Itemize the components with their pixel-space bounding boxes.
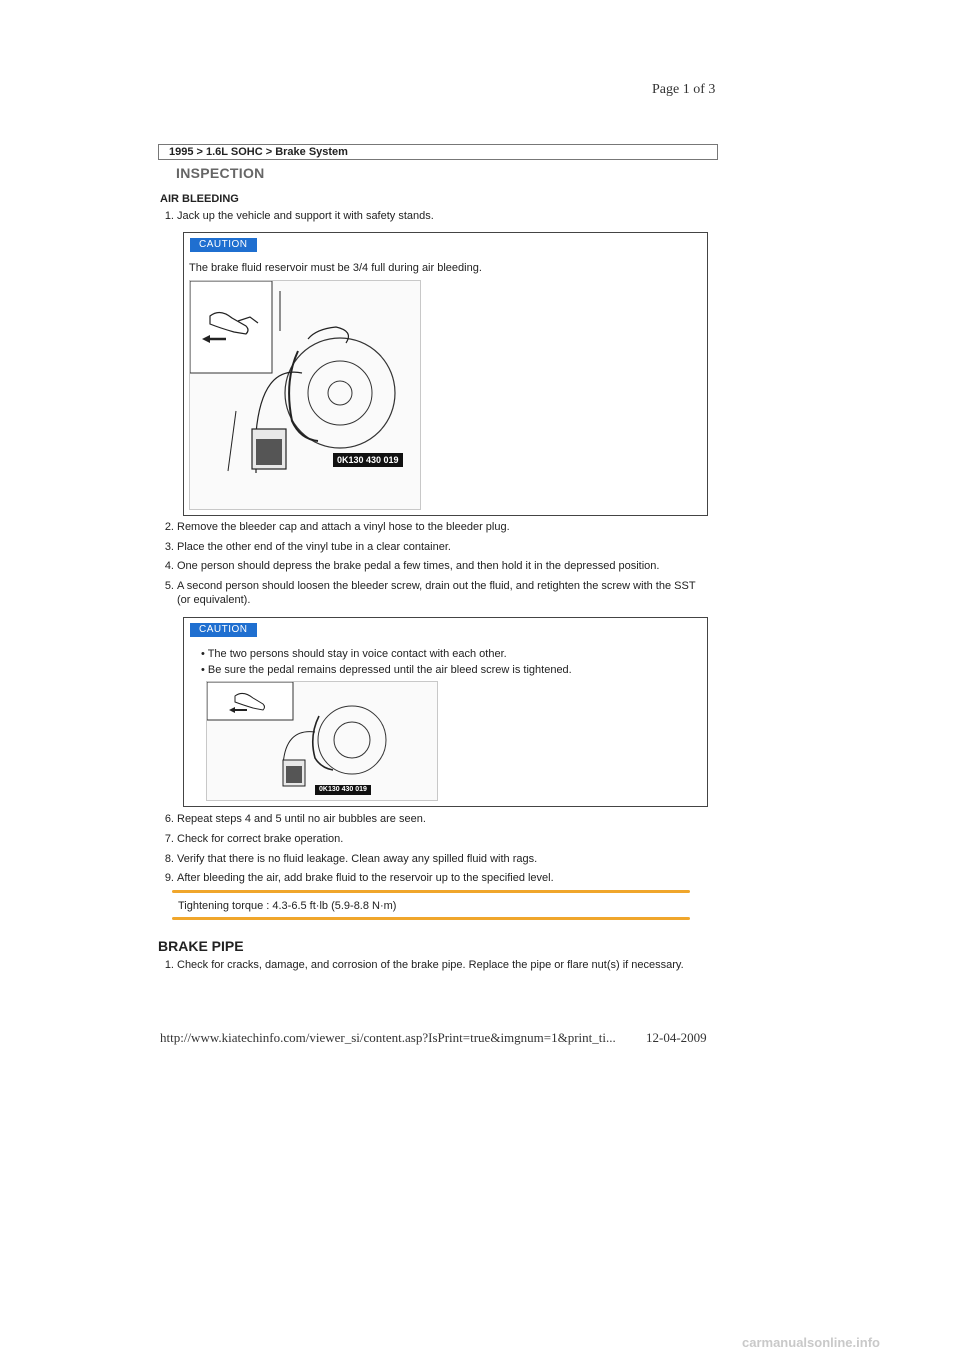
caution-box [183,617,708,807]
list-item [160,579,700,607]
torque-divider-top [172,890,690,893]
step-text: Verify that there is no fluid leakage. Clean away any spilled fluid with rags. [177,853,538,865]
torque-text: Tightening torque : 4.3-6.5 ft·lb (5.9-8.8 N·m) [178,900,397,912]
caution-badge: CAUTION [190,623,257,637]
footer-date: 12-04-2009 [646,1030,707,1045]
step-number: 3. [164,541,174,553]
step-number: 1. [164,959,174,971]
brake-caliper-illustration [189,280,421,510]
step-text: Place the other end of the vinyl tube in a clear container. [177,541,451,553]
list-item [160,209,700,223]
step-number: 2. [164,521,174,533]
step-text: Check for cracks, damage, and corrosion of the brake pipe. Replace the pipe or flare nut(s) if necessary. [177,959,684,971]
watermark: carmanualsonline.info [742,1335,880,1350]
figure-label: 0K130 430 019 [333,453,403,467]
step-number: 9. [164,872,174,884]
step-number: 6. [164,813,174,825]
step-text: After bleeding the air, add brake fluid to the reservoir up to the specified level. [177,872,554,884]
step-number: 8. [164,853,174,865]
section-title: INSPECTION [176,165,265,181]
step-number: 7. [164,833,174,845]
breadcrumb[interactable]: 1995 > 1.6L SOHC > Brake System [158,144,718,160]
brake-caliper-illustration [206,681,438,801]
list-item [160,540,700,554]
air-bleeding-title: AIR BLEEDING [160,193,239,205]
step-text: Jack up the vehicle and support it with safety stands. [177,210,434,222]
caution-bullet: • Be sure the pedal remains depressed until the air bleed screw is tightened. [201,664,572,676]
list-item [160,958,700,972]
step-number: 1. [164,210,174,222]
brake-caliper-drawing [190,281,420,509]
step-text: One person should depress the brake pedal a few times, and then hold it in the depressed position. [177,560,660,572]
step-text: Check for correct brake operation. [177,833,344,845]
caution-box [183,232,708,516]
step-text: A second person should loosen the bleeder screw, drain out the fluid, and retighten the screw with the SST (or equivalent). [177,580,696,606]
step-text: Remove the bleeder cap and attach a vinyl hose to the bleeder plug. [177,521,510,533]
brake-pipe-title: BRAKE PIPE [158,938,244,954]
caution-text: The brake fluid reservoir must be 3/4 full during air bleeding. [189,262,482,274]
list-item [160,852,700,866]
step-number: 4. [164,560,174,572]
footer-url[interactable]: http://www.kiatechinfo.com/viewer_si/content.asp?IsPrint=true&imgnum=1&print_ti... [160,1030,616,1045]
list-item [160,559,700,573]
brake-caliper-drawing [207,682,437,800]
list-item [160,520,700,534]
list-item [160,812,700,826]
torque-spec [172,890,690,920]
caution-bullet: • The two persons should stay in voice contact with each other. [201,648,507,660]
figure-label: 0K130 430 019 [315,785,371,795]
torque-divider-bottom [172,917,690,920]
step-number: 5. [164,580,174,592]
list-item [160,832,700,846]
caution-badge: CAUTION [190,238,257,252]
list-item [160,871,700,885]
step-text: Repeat steps 4 and 5 until no air bubbles are seen. [177,813,426,825]
page-number: Page 1 of 3 [652,82,716,97]
